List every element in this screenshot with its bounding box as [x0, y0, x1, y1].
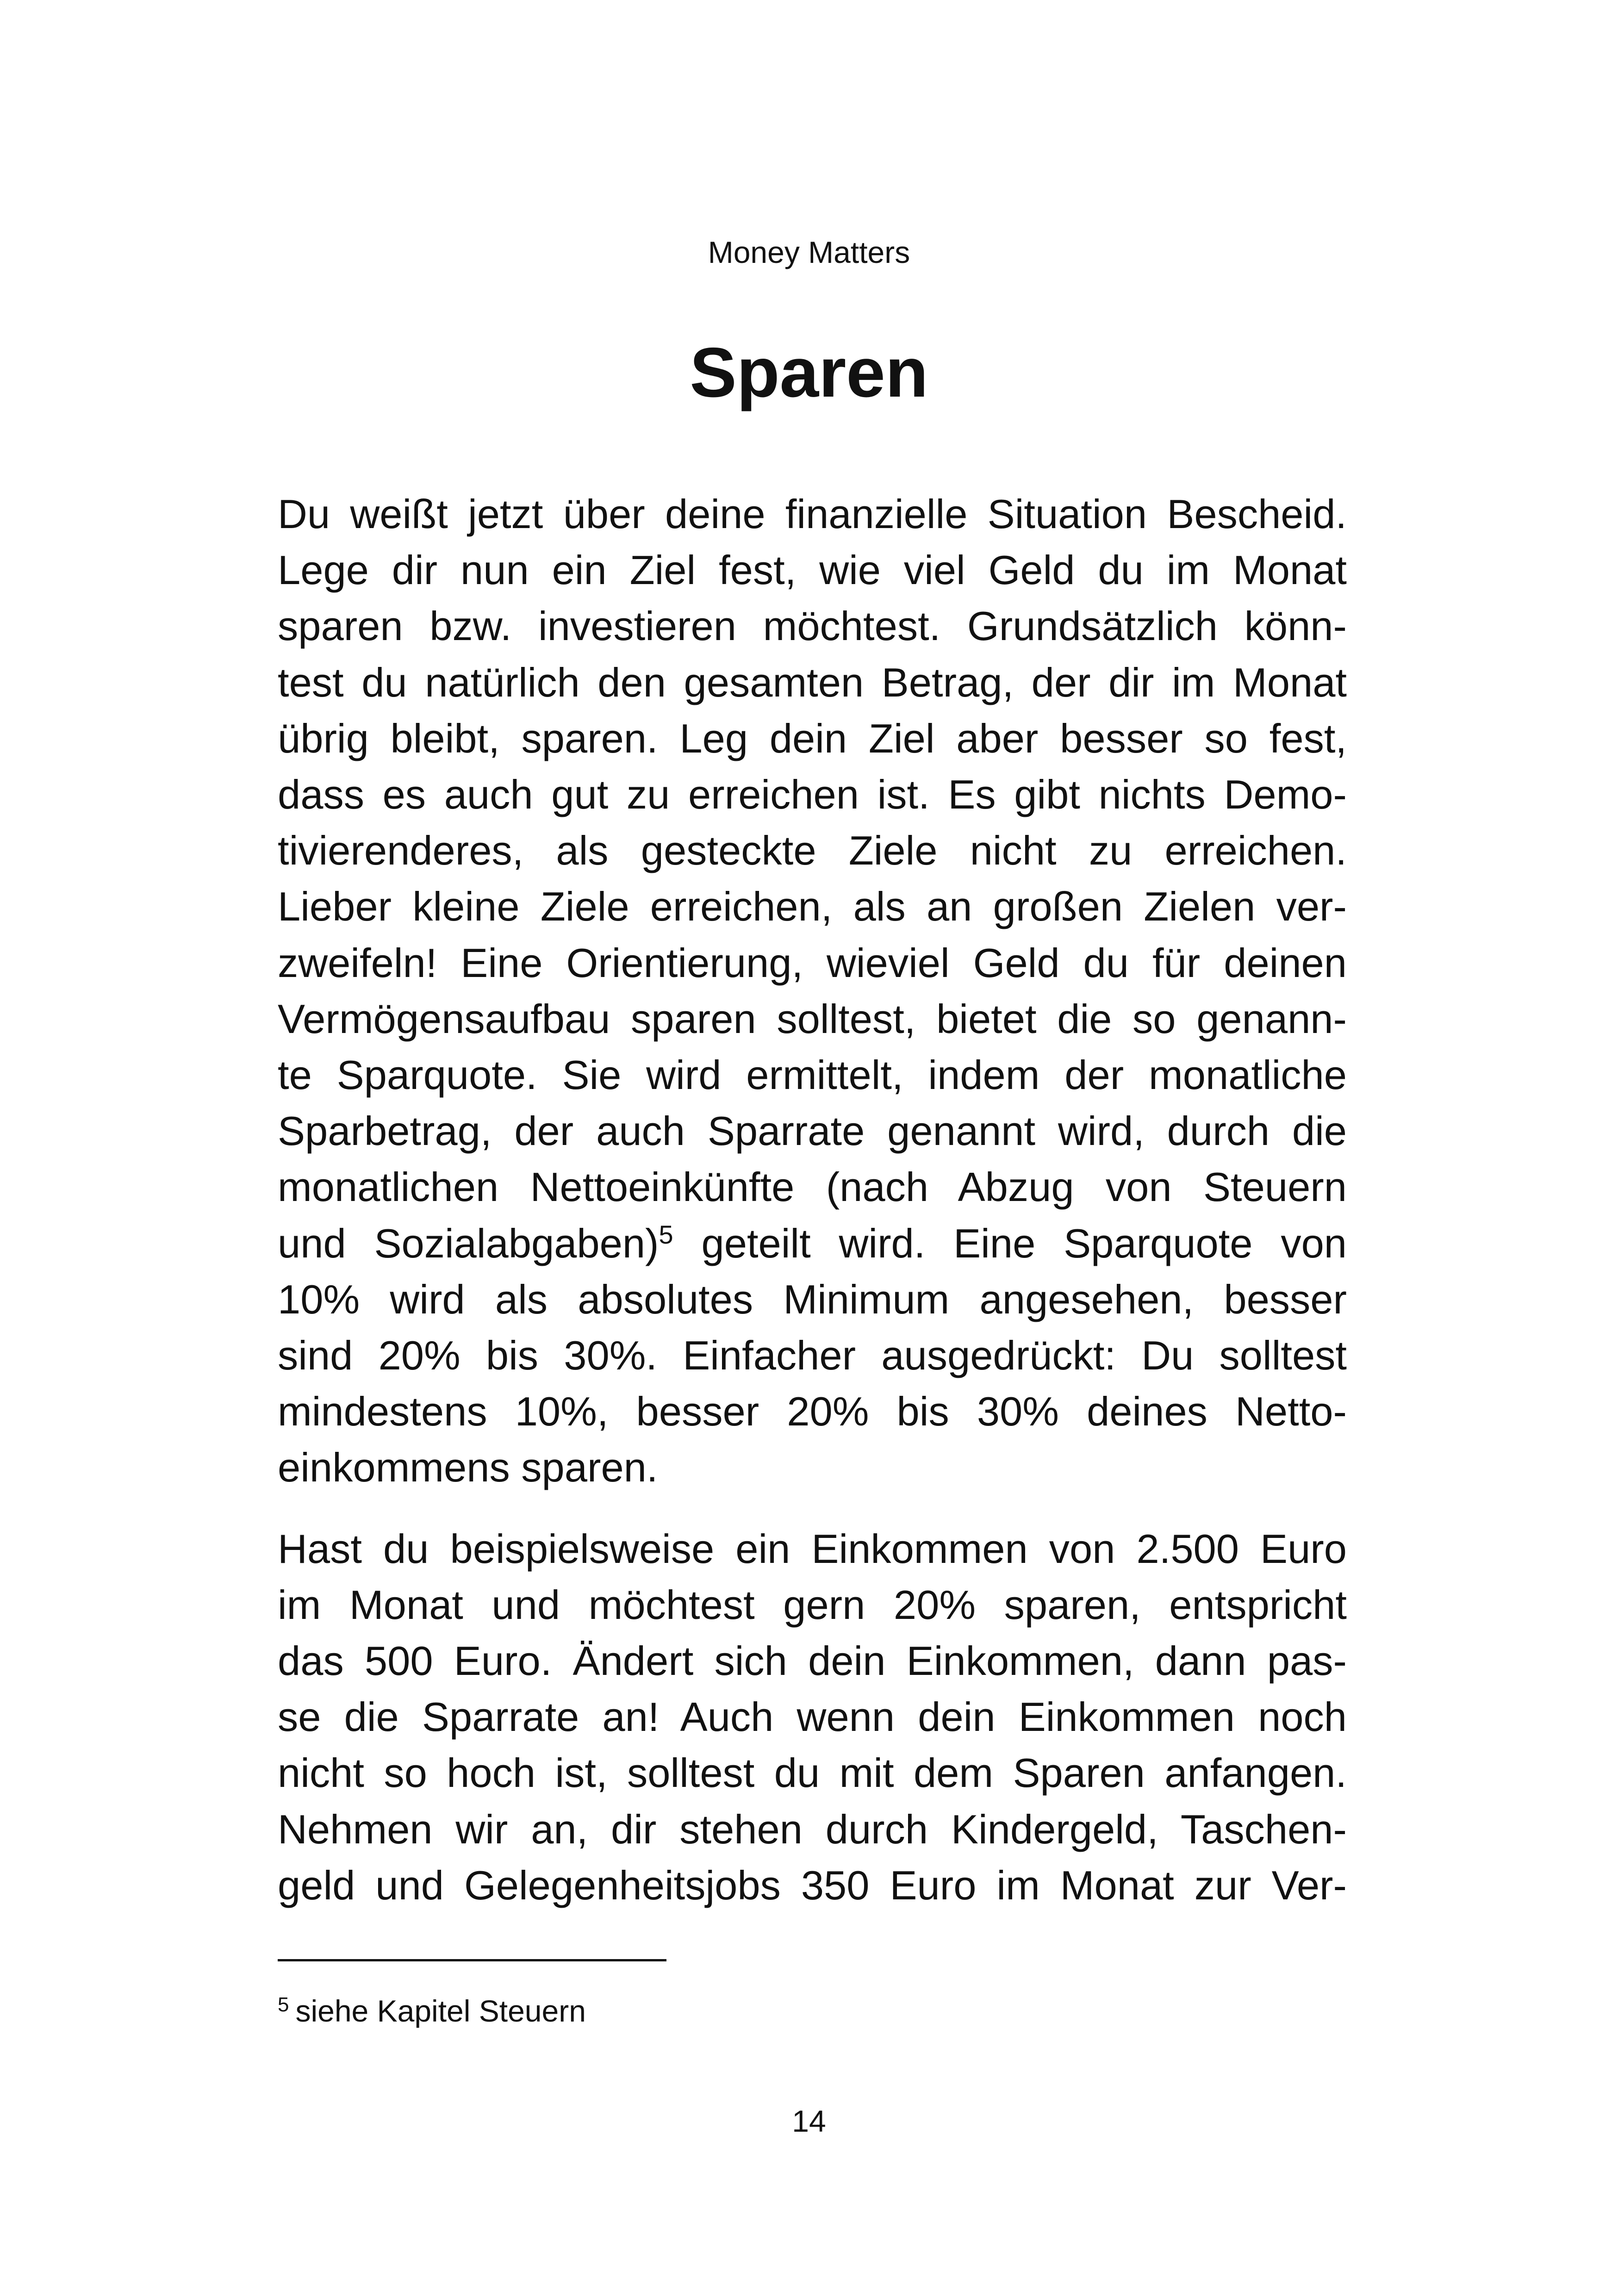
footnote [278, 1990, 586, 2032]
text-line: dass es auch gut zu erreichen ist. Es gibt nichts Demo- [278, 772, 1347, 818]
footnote-text: siehe Kapitel Steuern [295, 1994, 586, 2028]
text-line: zweifeln! Eine Orientierung, wieviel Geld du für deinen [278, 940, 1347, 986]
text-line: test du natürlich den gesamten Betrag, der dir im Monat [278, 659, 1347, 705]
text-fragment: und Sozialabgaben) [278, 1220, 659, 1266]
footnote-number: 5 [278, 1993, 289, 2016]
text-line: Lege dir nun ein Ziel fest, wie viel Geld du im Monat [278, 547, 1347, 593]
text-line: im Monat und möchtest gern 20% sparen, entspricht [278, 1581, 1347, 1628]
text-line: te Sparquote. Sie wird ermittelt, indem der monatliche [278, 1052, 1347, 1098]
text-line: Sparbetrag, der auch Sparrate genannt wird, durch die [278, 1108, 1347, 1154]
text-line: Du weißt jetzt über deine finanzielle Situation Bescheid. [278, 491, 1347, 537]
text-line: sind 20% bis 30%. Einfacher ausgedrückt: Du solltest [278, 1332, 1347, 1379]
text-line: se die Sparrate an! Auch wenn dein Einkommen noch [278, 1694, 1347, 1740]
text-line: tivierenderes, als gesteckte Ziele nicht zu erreichen. [278, 828, 1347, 874]
chapter-title: Sparen [690, 333, 928, 412]
text-line: nicht so hoch ist, solltest du mit dem Sparen anfangen. [278, 1750, 1347, 1796]
paragraph-2 [278, 1521, 1347, 1913]
footnote-reference: 5 [659, 1220, 673, 1249]
body-text [278, 486, 1347, 1913]
text-line: Nehmen wir an, dir stehen durch Kindergeld, Taschen- [278, 1806, 1347, 1852]
text-line: geld und Gelegenheitsjobs 350 Euro im Monat zur Ver- [278, 1862, 1347, 1908]
page-number: 14 [792, 2104, 826, 2138]
text-line: 10% wird als absolutes Minimum angesehen, besser [278, 1276, 1347, 1322]
text-line: einkommens sparen. [278, 1444, 658, 1491]
paragraph-1 [278, 486, 1347, 1496]
text-line: Vermögensaufbau sparen solltest, bietet die so genann- [278, 996, 1347, 1042]
text-line: übrig bleibt, sparen. Leg dein Ziel aber besser so fest, [278, 715, 1347, 761]
text-line: monatlichen Nettoeinkünfte (nach Abzug von Steuern [278, 1164, 1347, 1210]
text-line: sparen bzw. investieren möchtest. Grundsätzlich könn- [278, 603, 1347, 649]
text-fragment: geteilt wird. Eine Sparquote von [701, 1220, 1347, 1266]
text-line: mindestens 10%, besser 20% bis 30% deines Netto- [278, 1388, 1347, 1435]
text-line: Hast du beispielsweise ein Einkommen von 2.500 Euro [278, 1525, 1347, 1572]
footnote-divider [278, 1959, 666, 1961]
text-line: Lieber kleine Ziele erreichen, als an großen Zielen ver- [278, 884, 1347, 930]
text-line: das 500 Euro. Ändert sich dein Einkommen, dann pas- [278, 1638, 1347, 1684]
running-header: Money Matters [708, 235, 910, 269]
text-line-with-footnote [278, 1215, 1347, 1271]
